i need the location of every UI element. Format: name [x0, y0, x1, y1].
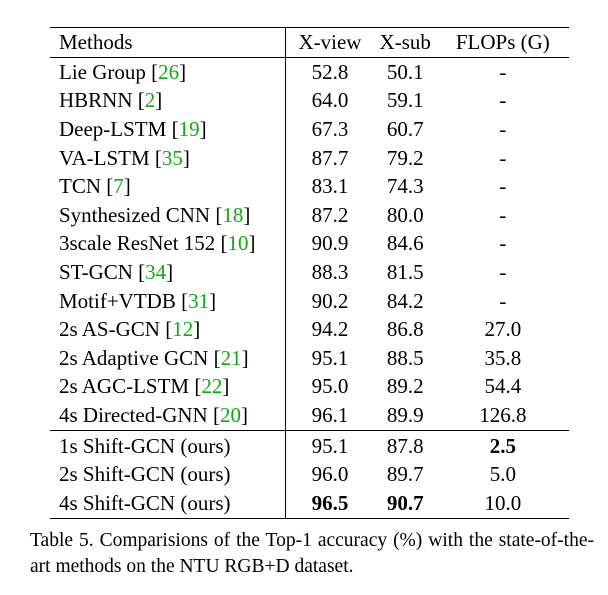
flops-cell: 54.4: [484, 374, 522, 399]
flops-cell: -: [499, 202, 507, 227]
xsub-cell: 80.0: [386, 202, 424, 227]
bracket-close: ]: [241, 345, 249, 370]
method-cell: 4s Shift-GCN (ours): [50, 489, 286, 518]
xview-cell: 96.1: [286, 401, 374, 430]
results-table: [50, 27, 569, 519]
bracket-close: ]: [209, 288, 217, 313]
method-name: 2s Adaptive GCN: [59, 345, 214, 370]
method-name: 4s Directed-GNN: [59, 402, 213, 427]
table-header-row: [50, 28, 569, 58]
bracket-open: [: [181, 288, 189, 313]
xsub-cell: 86.8: [386, 317, 424, 342]
method-cell: [50, 401, 286, 430]
xview-cell: 87.2: [311, 202, 349, 227]
citation-ref: 7: [113, 174, 124, 199]
method-cell: [50, 287, 286, 316]
citation-ref: 20: [219, 402, 241, 427]
xsub-cell: 84.6: [386, 231, 424, 256]
our-methods-body: [50, 430, 569, 518]
header-xview: X-view: [286, 28, 374, 58]
table-row-ours: [50, 460, 569, 489]
method-name: 3scale ResNet 152: [59, 231, 221, 256]
table-row: [50, 87, 569, 116]
flops-cell: 35.8: [484, 345, 522, 370]
bracket-open: [: [215, 202, 223, 227]
xview-cell: 96.5: [286, 489, 374, 518]
flops-cell: -: [499, 116, 507, 141]
flops-cell: 5.0: [489, 462, 516, 487]
method-cell: [50, 258, 286, 287]
xsub-cell: 87.8: [374, 430, 437, 460]
bracket-close: ]: [166, 259, 174, 284]
method-name: HBRNN: [59, 88, 138, 113]
citation-ref: 35: [161, 145, 183, 170]
table-row: [50, 373, 569, 402]
citation-ref: 22: [201, 374, 223, 399]
xview-cell: 88.3: [311, 259, 349, 284]
method-cell: [50, 172, 286, 201]
bracket-close: ]: [179, 59, 187, 84]
method-cell: 2s Shift-GCN (ours): [50, 460, 286, 489]
bracket-open: [: [212, 402, 220, 427]
bracket-open: [: [194, 374, 202, 399]
method-name: ST-GCN: [59, 259, 139, 284]
xsub-cell: 84.2: [386, 288, 424, 313]
citation-ref: 34: [145, 259, 167, 284]
table-row: [50, 287, 569, 316]
citation-ref: 31: [188, 288, 210, 313]
bracket-close: ]: [240, 402, 248, 427]
method-cell: [50, 115, 286, 144]
bracket-open: [: [213, 345, 221, 370]
header-xsub: X-sub: [374, 28, 437, 58]
table-row: [50, 344, 569, 373]
prior-methods-body: [50, 58, 569, 431]
bracket-close: ]: [155, 88, 163, 113]
table-row: [50, 315, 569, 344]
xview-cell: 94.2: [311, 317, 349, 342]
flops-cell: -: [499, 59, 507, 84]
bracket-close: ]: [182, 145, 190, 170]
method-cell: [50, 230, 286, 259]
xsub-cell: 90.7: [374, 489, 437, 518]
xview-cell: 96.0: [311, 462, 349, 487]
method-name: Motif+VTDB: [59, 288, 182, 313]
flops-cell: 2.5: [437, 430, 569, 460]
xview-cell: 67.3: [311, 116, 349, 141]
table-row: [50, 172, 569, 201]
method-name: Lie Group: [59, 59, 152, 84]
flops-cell: -: [499, 145, 507, 170]
method-cell: [50, 201, 286, 230]
flops-cell: -: [499, 174, 507, 199]
table-row-ours: [50, 489, 569, 518]
bracket-open: [: [165, 317, 173, 342]
table-row: [50, 258, 569, 287]
xview-cell: 95.1: [311, 345, 349, 370]
flops-cell: -: [499, 288, 507, 313]
header-methods: Methods: [50, 28, 286, 58]
xview-cell: 90.2: [311, 288, 349, 313]
xview-cell: 87.7: [311, 145, 349, 170]
citation-ref: 19: [178, 116, 200, 141]
table-row: [50, 401, 569, 430]
method-name: 2s AS-GCN: [59, 317, 166, 342]
table-row-ours: [50, 430, 569, 460]
xsub-cell: 81.5: [386, 259, 424, 284]
flops-cell: -: [499, 231, 507, 256]
method-cell: [50, 144, 286, 173]
results-table-container: [50, 27, 569, 519]
xsub-cell: 79.2: [386, 145, 424, 170]
citation-ref: 10: [227, 231, 249, 256]
bracket-close: ]: [222, 374, 230, 399]
method-name: 2s AGC-LSTM: [59, 374, 195, 399]
xsub-cell: 89.7: [386, 462, 424, 487]
bracket-open: [: [137, 88, 145, 113]
xsub-cell: 74.3: [386, 174, 424, 199]
citation-ref: 21: [220, 345, 242, 370]
bracket-open: [: [151, 59, 159, 84]
method-cell: [50, 58, 286, 87]
xsub-cell: 50.1: [386, 59, 424, 84]
table-row: [50, 144, 569, 173]
citation-ref: 12: [172, 317, 194, 342]
method-name: Deep-LSTM: [59, 116, 172, 141]
bracket-open: [: [220, 231, 228, 256]
bracket-close: ]: [193, 317, 201, 342]
xview-cell: 90.9: [311, 231, 349, 256]
xview-cell: 64.0: [311, 88, 349, 113]
bracket-open: [: [138, 259, 146, 284]
table-row: [50, 58, 569, 87]
bracket-close: ]: [123, 174, 131, 199]
flops-cell: -: [499, 259, 507, 284]
flops-cell: 10.0: [437, 489, 569, 518]
method-cell: [50, 344, 286, 373]
flops-cell: -: [499, 88, 507, 113]
method-name: TCN: [59, 174, 107, 199]
method-cell: [50, 87, 286, 116]
method-name: VA-LSTM: [59, 145, 155, 170]
method-cell: [50, 373, 286, 402]
method-name: Synthesized CNN: [59, 202, 216, 227]
flops-cell: 126.8: [437, 401, 569, 430]
table-row: [50, 201, 569, 230]
header-flops: FLOPs (G): [437, 28, 569, 58]
citation-ref: 2: [144, 88, 156, 113]
table-row: [50, 115, 569, 144]
citation-ref: 26: [158, 59, 180, 84]
xsub-cell: 59.1: [386, 88, 424, 113]
xsub-cell: 88.5: [386, 345, 424, 370]
table-row: [50, 230, 569, 259]
bracket-open: [: [154, 145, 162, 170]
bracket-close: ]: [248, 231, 256, 256]
table-caption: Table 5. Comparisions of the Top-1 accuracy (%) with the state-of-the-art methods on the NTU RGB+D dataset.: [30, 530, 594, 577]
xview-cell: 52.8: [311, 59, 349, 84]
bracket-close: ]: [199, 116, 207, 141]
citation-ref: 18: [222, 202, 244, 227]
xsub-cell: 60.7: [386, 116, 424, 141]
xview-cell: 95.1: [286, 430, 374, 460]
bracket-close: ]: [243, 202, 251, 227]
xsub-cell: 89.9: [374, 401, 437, 430]
xsub-cell: 89.2: [386, 374, 424, 399]
method-cell: 1s Shift-GCN (ours): [50, 430, 286, 460]
bracket-open: [: [171, 116, 179, 141]
xview-cell: 95.0: [311, 374, 349, 399]
xview-cell: 83.1: [311, 174, 349, 199]
method-cell: [50, 315, 286, 344]
bracket-open: [: [106, 174, 114, 199]
flops-cell: 27.0: [484, 317, 522, 342]
